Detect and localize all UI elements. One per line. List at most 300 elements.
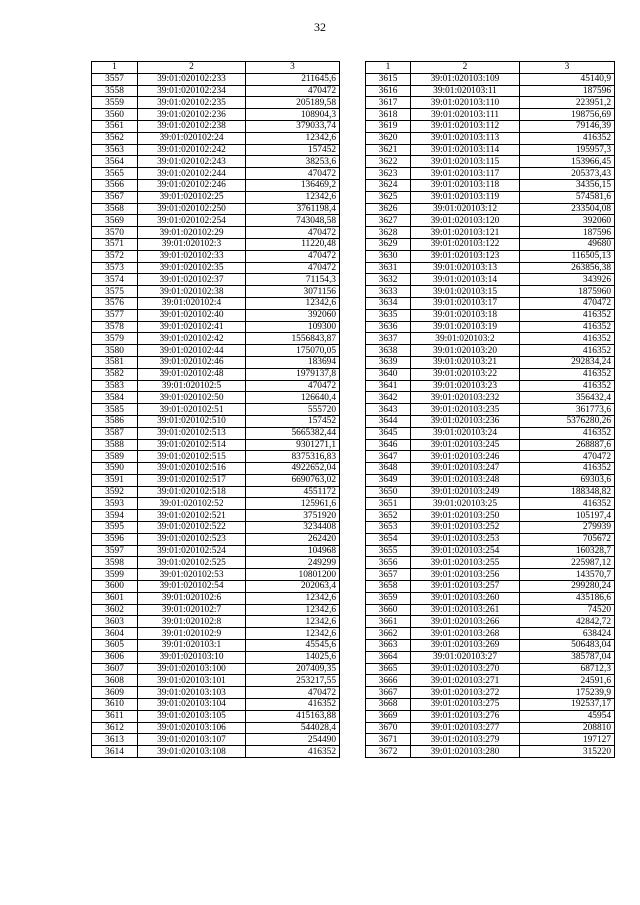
table-row	[366, 144, 615, 156]
value-cell: 385787,04	[520, 651, 615, 663]
row-number-cell: 3654	[366, 533, 411, 545]
table-row	[92, 392, 340, 404]
value-cell: 175239,9	[520, 687, 615, 699]
value-cell: 205373,43	[520, 168, 615, 180]
row-number-cell: 3619	[366, 120, 411, 132]
value-cell: 45140,9	[520, 73, 615, 85]
value-cell: 506483,04	[520, 640, 615, 652]
row-number-cell: 3646	[366, 439, 411, 451]
value-cell: 187596	[520, 85, 615, 97]
value-cell: 202063,4	[246, 581, 340, 593]
row-number-cell: 3561	[92, 120, 138, 132]
value-cell: 12342,6	[246, 297, 340, 309]
cadastral-number-cell: 39:01:020103:279	[411, 734, 520, 746]
value-cell: 9301271,1	[246, 439, 340, 451]
cadastral-number-cell: 39:01:020103:121	[411, 227, 520, 239]
table-row	[92, 604, 340, 616]
table-row	[92, 557, 340, 569]
row-number-cell: 3669	[366, 710, 411, 722]
cadastral-number-cell: 39:01:020103:268	[411, 628, 520, 640]
cadastral-number-cell: 39:01:020102:7	[138, 604, 246, 616]
value-cell: 68712,3	[520, 663, 615, 675]
row-number-cell: 3658	[366, 581, 411, 593]
table-row	[92, 297, 340, 309]
table-row	[92, 592, 340, 604]
value-cell: 3751920	[246, 510, 340, 522]
row-number-cell: 3584	[92, 392, 138, 404]
cadastral-number-cell: 39:01:020102:234	[138, 85, 246, 97]
cadastral-number-cell: 39:01:020103:261	[411, 604, 520, 616]
row-number-cell: 3568	[92, 203, 138, 215]
table-row	[92, 451, 340, 463]
table-row	[92, 168, 340, 180]
header-cell: 2	[138, 62, 246, 74]
value-cell: 470472	[246, 250, 340, 262]
value-cell: 3761198,4	[246, 203, 340, 215]
value-cell: 470472	[246, 85, 340, 97]
table-row	[92, 545, 340, 557]
table-row	[366, 616, 615, 628]
cadastral-number-cell: 39:01:020103:249	[411, 486, 520, 498]
table-row	[366, 215, 615, 227]
row-number-cell: 3565	[92, 168, 138, 180]
value-cell: 416352	[520, 333, 615, 345]
cadastral-number-cell: 39:01:020102:38	[138, 286, 246, 298]
value-cell: 143570,7	[520, 569, 615, 581]
value-cell: 544028,4	[246, 722, 340, 734]
table-row	[92, 238, 340, 250]
cadastral-number-cell: 39:01:020102:46	[138, 356, 246, 368]
table-row	[366, 663, 615, 675]
header-cell: 3	[246, 62, 340, 74]
value-cell: 12342,6	[246, 604, 340, 616]
cadastral-number-cell: 39:01:020102:44	[138, 345, 246, 357]
cadastral-number-cell: 39:01:020103:105	[138, 710, 246, 722]
value-cell: 5665382,44	[246, 427, 340, 439]
value-cell: 1556843,87	[246, 333, 340, 345]
value-cell: 126640,4	[246, 392, 340, 404]
table-row	[92, 486, 340, 498]
cadastral-number-cell: 39:01:020102:41	[138, 321, 246, 333]
value-cell: 416352	[520, 463, 615, 475]
table-row	[92, 321, 340, 333]
table-row	[92, 628, 340, 640]
value-cell: 71154,3	[246, 274, 340, 286]
table-row	[92, 333, 340, 345]
cadastral-number-cell: 39:01:020103:22	[411, 368, 520, 380]
value-cell: 705672	[520, 533, 615, 545]
value-cell: 125961,6	[246, 498, 340, 510]
cadastral-number-cell: 39:01:020103:110	[411, 97, 520, 109]
cadastral-number-cell: 39:01:020102:236	[138, 109, 246, 121]
cadastral-number-cell: 39:01:020102:50	[138, 392, 246, 404]
cadastral-number-cell: 39:01:020103:113	[411, 132, 520, 144]
value-cell: 574581,6	[520, 191, 615, 203]
table-row	[366, 156, 615, 168]
cadastral-number-cell: 39:01:020103:271	[411, 675, 520, 687]
cadastral-number-cell: 39:01:020102:37	[138, 274, 246, 286]
row-number-cell: 3595	[92, 522, 138, 534]
cadastral-number-cell: 39:01:020103:247	[411, 463, 520, 475]
value-cell: 12342,6	[246, 132, 340, 144]
row-number-cell: 3575	[92, 286, 138, 298]
row-number-cell: 3636	[366, 321, 411, 333]
cadastral-number-cell: 39:01:020103:13	[411, 262, 520, 274]
table-row	[366, 651, 615, 663]
value-cell: 343926	[520, 274, 615, 286]
cadastral-number-cell: 39:01:020103:114	[411, 144, 520, 156]
cadastral-number-cell: 39:01:020102:33	[138, 250, 246, 262]
cadastral-number-cell: 39:01:020103:15	[411, 286, 520, 298]
row-number-cell: 3634	[366, 297, 411, 309]
cadastral-number-cell: 39:01:020103:280	[411, 746, 520, 758]
row-number-cell: 3572	[92, 250, 138, 262]
value-cell: 38253,6	[246, 156, 340, 168]
cadastral-number-cell: 39:01:020102:510	[138, 415, 246, 427]
cadastral-number-cell: 39:01:020103:245	[411, 439, 520, 451]
table-row	[366, 97, 615, 109]
value-cell: 192537,17	[520, 699, 615, 711]
table-row	[92, 663, 340, 675]
value-cell: 435186,6	[520, 592, 615, 604]
row-number-cell: 3653	[366, 522, 411, 534]
row-number-cell: 3590	[92, 463, 138, 475]
header-cell: 3	[520, 62, 615, 74]
value-cell: 205189,58	[246, 97, 340, 109]
row-number-cell: 3667	[366, 687, 411, 699]
row-number-cell: 3566	[92, 179, 138, 191]
cadastral-number-cell: 39:01:020102:250	[138, 203, 246, 215]
table-row	[92, 533, 340, 545]
cadastral-number-cell: 39:01:020102:54	[138, 581, 246, 593]
value-cell: 416352	[520, 321, 615, 333]
table-row	[366, 581, 615, 593]
value-cell: 1875960	[520, 286, 615, 298]
value-cell: 416352	[520, 132, 615, 144]
table-row	[366, 109, 615, 121]
cadastral-number-cell: 39:01:020103:21	[411, 356, 520, 368]
row-number-cell: 3577	[92, 309, 138, 321]
row-number-cell: 3664	[366, 651, 411, 663]
cadastral-number-cell: 39:01:020102:53	[138, 569, 246, 581]
table-row	[92, 675, 340, 687]
row-number-cell: 3601	[92, 592, 138, 604]
table-row	[92, 640, 340, 652]
value-cell: 198756,69	[520, 109, 615, 121]
cadastral-number-cell: 39:01:020103:20	[411, 345, 520, 357]
row-number-cell: 3660	[366, 604, 411, 616]
row-number-cell: 3666	[366, 675, 411, 687]
cadastral-number-cell: 39:01:020103:24	[411, 427, 520, 439]
row-number-cell: 3594	[92, 510, 138, 522]
table-row	[92, 651, 340, 663]
row-number-cell: 3645	[366, 427, 411, 439]
cadastral-number-cell: 39:01:020103:25	[411, 498, 520, 510]
cadastral-number-cell: 39:01:020103:1	[138, 640, 246, 652]
row-number-cell: 3647	[366, 451, 411, 463]
value-cell: 416352	[520, 345, 615, 357]
table-row	[366, 451, 615, 463]
value-cell: 45954	[520, 710, 615, 722]
row-number-cell: 3581	[92, 356, 138, 368]
row-number-cell: 3592	[92, 486, 138, 498]
row-number-cell: 3578	[92, 321, 138, 333]
value-cell: 470472	[246, 227, 340, 239]
table-row	[366, 227, 615, 239]
cadastral-number-cell: 39:01:020103:260	[411, 592, 520, 604]
table-row	[92, 262, 340, 274]
table-row	[92, 498, 340, 510]
table-row	[366, 474, 615, 486]
value-cell: 11220,48	[246, 238, 340, 250]
cadastral-number-cell: 39:01:020103:2	[411, 333, 520, 345]
table-row	[366, 120, 615, 132]
row-number-cell: 3587	[92, 427, 138, 439]
table-row	[92, 581, 340, 593]
table-row	[366, 392, 615, 404]
table-row	[366, 380, 615, 392]
row-number-cell: 3618	[366, 109, 411, 121]
cadastral-number-cell: 39:01:020103:257	[411, 581, 520, 593]
row-number-cell: 3609	[92, 687, 138, 699]
value-cell: 42842,72	[520, 616, 615, 628]
table-row	[366, 486, 615, 498]
value-cell: 12342,6	[246, 191, 340, 203]
row-number-cell: 3625	[366, 191, 411, 203]
row-number-cell: 3643	[366, 404, 411, 416]
value-cell: 153966,45	[520, 156, 615, 168]
cadastral-number-cell: 39:01:020103:23	[411, 380, 520, 392]
row-number-cell: 3557	[92, 73, 138, 85]
row-number-cell: 3642	[366, 392, 411, 404]
value-cell: 3071156	[246, 286, 340, 298]
cadastral-number-cell: 39:01:020102:9	[138, 628, 246, 640]
row-number-cell: 3623	[366, 168, 411, 180]
cadastral-number-cell: 39:01:020103:108	[138, 746, 246, 758]
row-number-cell: 3599	[92, 569, 138, 581]
table-row	[366, 179, 615, 191]
cadastral-number-cell: 39:01:020103:235	[411, 404, 520, 416]
row-number-cell: 3580	[92, 345, 138, 357]
table-row	[366, 687, 615, 699]
row-number-cell: 3573	[92, 262, 138, 274]
row-number-cell: 3616	[366, 85, 411, 97]
cadastral-number-cell: 39:01:020103:100	[138, 663, 246, 675]
cadastral-number-cell: 39:01:020103:266	[411, 616, 520, 628]
table-row	[92, 345, 340, 357]
value-cell: 157452	[246, 144, 340, 156]
cadastral-number-cell: 39:01:020103:115	[411, 156, 520, 168]
table-row	[366, 238, 615, 250]
value-cell: 197127	[520, 734, 615, 746]
cadastral-number-cell: 39:01:020102:524	[138, 545, 246, 557]
table-row	[92, 415, 340, 427]
value-cell: 208810	[520, 722, 615, 734]
table-row	[366, 404, 615, 416]
row-number-cell: 3560	[92, 109, 138, 121]
cadastral-number-cell: 39:01:020103:248	[411, 474, 520, 486]
cadastral-number-cell: 39:01:020103:103	[138, 687, 246, 699]
value-cell: 470472	[246, 262, 340, 274]
table-row	[92, 120, 340, 132]
row-number-cell: 3626	[366, 203, 411, 215]
page-number: 32	[314, 20, 326, 34]
row-number-cell: 3655	[366, 545, 411, 557]
row-number-cell: 3657	[366, 569, 411, 581]
cadastral-number-cell: 39:01:020103:270	[411, 663, 520, 675]
value-cell: 470472	[520, 297, 615, 309]
row-number-cell: 3576	[92, 297, 138, 309]
row-number-cell: 3604	[92, 628, 138, 640]
table-row	[366, 297, 615, 309]
row-number-cell: 3624	[366, 179, 411, 191]
row-number-cell: 3605	[92, 640, 138, 652]
row-number-cell: 3569	[92, 215, 138, 227]
cadastral-number-cell: 39:01:020102:521	[138, 510, 246, 522]
value-cell: 233504,08	[520, 203, 615, 215]
row-number-cell: 3671	[366, 734, 411, 746]
cadastral-number-cell: 39:01:020103:27	[411, 651, 520, 663]
value-cell: 160328,7	[520, 545, 615, 557]
table-row	[366, 628, 615, 640]
table-row	[92, 710, 340, 722]
cadastral-number-cell: 39:01:020103:11	[411, 85, 520, 97]
table-row	[366, 415, 615, 427]
table-row	[92, 132, 340, 144]
table-row	[366, 168, 615, 180]
value-cell: 262420	[246, 533, 340, 545]
cadastral-number-cell: 39:01:020103:14	[411, 274, 520, 286]
row-number-cell: 3627	[366, 215, 411, 227]
value-cell: 4922652,04	[246, 463, 340, 475]
table-row	[92, 368, 340, 380]
row-number-cell: 3620	[366, 132, 411, 144]
table-row	[366, 356, 615, 368]
table-row	[92, 463, 340, 475]
row-number-cell: 3608	[92, 675, 138, 687]
cadastral-number-cell: 39:01:020102:42	[138, 333, 246, 345]
row-number-cell: 3659	[366, 592, 411, 604]
table-row	[92, 309, 340, 321]
table-row	[92, 474, 340, 486]
table-row	[92, 439, 340, 451]
cadastral-number-cell: 39:01:020102:29	[138, 227, 246, 239]
table-row	[92, 250, 340, 262]
row-number-cell: 3633	[366, 286, 411, 298]
cadastral-number-cell: 39:01:020102:8	[138, 616, 246, 628]
cadastral-number-cell: 39:01:020103:107	[138, 734, 246, 746]
cadastral-number-cell: 39:01:020103:276	[411, 710, 520, 722]
row-number-cell: 3621	[366, 144, 411, 156]
row-number-cell: 3672	[366, 746, 411, 758]
cadastral-number-cell: 39:01:020103:17	[411, 297, 520, 309]
value-cell: 8375316,83	[246, 451, 340, 463]
row-number-cell: 3641	[366, 380, 411, 392]
cadastral-number-cell: 39:01:020102:244	[138, 168, 246, 180]
cadastral-number-cell: 39:01:020103:256	[411, 569, 520, 581]
value-cell: 315220	[520, 746, 615, 758]
cadastral-number-cell: 39:01:020103:277	[411, 722, 520, 734]
row-number-cell: 3635	[366, 309, 411, 321]
cadastral-number-cell: 39:01:020103:12	[411, 203, 520, 215]
table-row	[92, 215, 340, 227]
cadastral-number-cell: 39:01:020103:109	[411, 73, 520, 85]
cadastral-number-cell: 39:01:020102:254	[138, 215, 246, 227]
row-number-cell: 3603	[92, 616, 138, 628]
table-row	[366, 545, 615, 557]
row-number-cell: 3563	[92, 144, 138, 156]
cadastral-number-cell: 39:01:020103:269	[411, 640, 520, 652]
value-cell: 1979137,8	[246, 368, 340, 380]
table-header-row	[366, 62, 615, 74]
cadastral-number-cell: 39:01:020103:104	[138, 699, 246, 711]
cadastral-number-cell: 39:01:020103:10	[138, 651, 246, 663]
table-row	[366, 522, 615, 534]
table-row	[92, 109, 340, 121]
cadastral-number-cell: 39:01:020102:235	[138, 97, 246, 109]
row-number-cell: 3613	[92, 734, 138, 746]
cadastral-number-cell: 39:01:020102:51	[138, 404, 246, 416]
value-cell: 183694	[246, 356, 340, 368]
cadastral-number-cell: 39:01:020103:118	[411, 179, 520, 191]
value-cell: 470472	[520, 451, 615, 463]
row-number-cell: 3630	[366, 250, 411, 262]
cadastral-number-cell: 39:01:020103:253	[411, 533, 520, 545]
value-cell: 638424	[520, 628, 615, 640]
row-number-cell: 3656	[366, 557, 411, 569]
cadastral-number-cell: 39:01:020103:18	[411, 309, 520, 321]
table-row	[366, 592, 615, 604]
table-row	[92, 203, 340, 215]
value-cell: 263856,38	[520, 262, 615, 274]
table-row	[366, 604, 615, 616]
row-number-cell: 3668	[366, 699, 411, 711]
row-number-cell: 3617	[366, 97, 411, 109]
row-number-cell: 3651	[366, 498, 411, 510]
table-row	[92, 699, 340, 711]
row-number-cell: 3648	[366, 463, 411, 475]
row-number-cell: 3631	[366, 262, 411, 274]
row-number-cell: 3661	[366, 616, 411, 628]
row-number-cell: 3591	[92, 474, 138, 486]
row-number-cell: 3593	[92, 498, 138, 510]
table-row	[366, 262, 615, 274]
value-cell: 470472	[246, 168, 340, 180]
table-row	[92, 746, 340, 758]
table-row	[366, 333, 615, 345]
cadastral-number-cell: 39:01:020102:515	[138, 451, 246, 463]
value-cell: 12342,6	[246, 616, 340, 628]
cadastral-number-cell: 39:01:020102:6	[138, 592, 246, 604]
table-row	[92, 722, 340, 734]
row-number-cell: 3607	[92, 663, 138, 675]
table-row	[366, 533, 615, 545]
value-cell: 195957,3	[520, 144, 615, 156]
value-cell: 211645,6	[246, 73, 340, 85]
cadastral-number-cell: 39:01:020102:518	[138, 486, 246, 498]
cadastral-number-cell: 39:01:020102:4	[138, 297, 246, 309]
table-row	[92, 73, 340, 85]
table-row	[92, 427, 340, 439]
cadastral-number-cell: 39:01:020103:120	[411, 215, 520, 227]
table-row	[366, 274, 615, 286]
table-row	[92, 179, 340, 191]
table-row	[366, 203, 615, 215]
cadastral-number-cell: 39:01:020103:255	[411, 557, 520, 569]
row-number-cell: 3586	[92, 415, 138, 427]
value-cell: 10801200	[246, 569, 340, 581]
value-cell: 105197,4	[520, 510, 615, 522]
